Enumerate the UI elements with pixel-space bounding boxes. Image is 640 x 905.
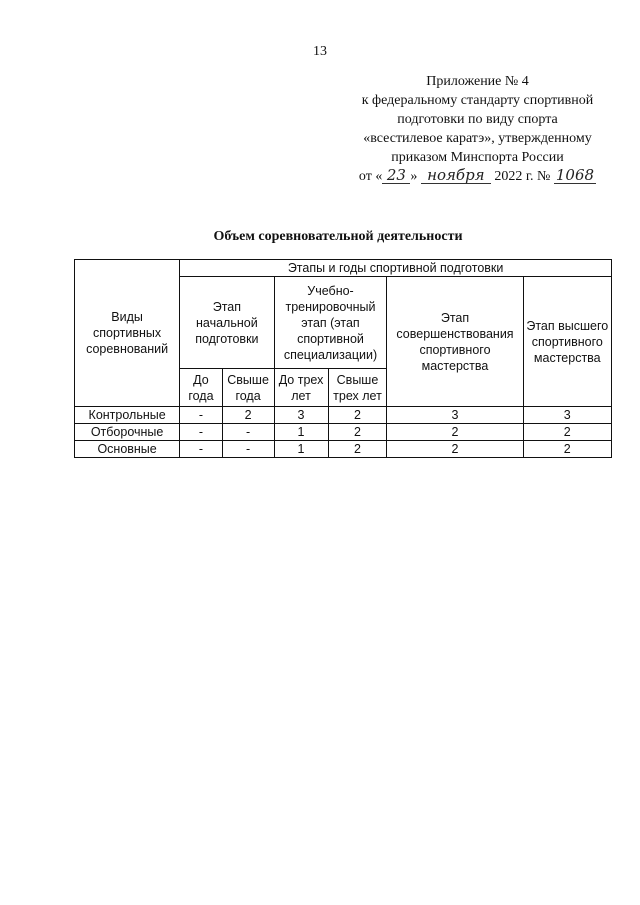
header-stage-training: Учебно-тренировочный этап (этап спортивной специализации) [274,277,387,369]
handwritten-day: 23 [382,167,410,184]
table-cell: - [180,424,222,441]
date-close: » [410,169,418,184]
table-cell: 2 [387,424,523,441]
table-cell: 1 [274,441,328,458]
table-cell: 2 [328,441,387,458]
appendix-title: Приложение № 4 [426,74,529,89]
table-cell: - [222,441,274,458]
table-cell: 2 [328,407,387,424]
appendix-line: «всестилевое каратэ», утвержденному [363,131,592,146]
header-year-col: Свыше трех лет [328,369,387,407]
row-label: Отборочные [75,424,180,441]
table-cell: 3 [274,407,328,424]
table-cell: 2 [387,441,523,458]
appendix-header [345,72,610,186]
table-cell: 2 [222,407,274,424]
table-cell: 1 [274,424,328,441]
handwritten-order-number: 1068 [555,166,595,184]
appendix-line: к федеральному стандарту спортивной [361,93,594,108]
handwritten-month: ноября [421,167,491,184]
table-cell: 3 [523,407,611,424]
row-label: Контрольные [75,407,180,424]
table-cell: - [222,424,274,441]
table-cell: - [180,441,222,458]
table-row [75,441,612,458]
date-prefix: от « [358,169,383,184]
header-stages: Этапы и годы спортивной подготовки [180,260,612,277]
table-row [75,407,612,424]
appendix-line: подготовки по виду спорта [397,112,558,127]
page-number: 13 [313,44,327,59]
header-stage-initial: Этап начальной подготовки [180,277,274,369]
row-label: Основные [75,441,180,458]
document-title: Объем соревновательной деятельности [213,229,463,244]
header-year-col: Свыше года [222,369,274,407]
header-stage-highest: Этап высшего спортивного мастерства [523,277,611,407]
table-cell: - [180,407,222,424]
competition-table [74,259,612,458]
date-year: 2022 г. № [494,169,551,184]
table-cell: 2 [523,441,611,458]
table-header-row [75,260,612,277]
appendix-line: приказом Минспорта России [391,150,564,165]
table-row [75,424,612,441]
header-year-col: До трех лет [274,369,328,407]
header-kinds: Виды спортивных соревнований [75,260,180,407]
table-cell: 2 [328,424,387,441]
table-cell: 2 [523,424,611,441]
header-year-col: До года [180,369,222,407]
order-date-line [345,167,610,186]
table-cell: 3 [387,407,523,424]
header-stage-improvement: Этап совершенствования спортивного мастерства [387,277,523,407]
